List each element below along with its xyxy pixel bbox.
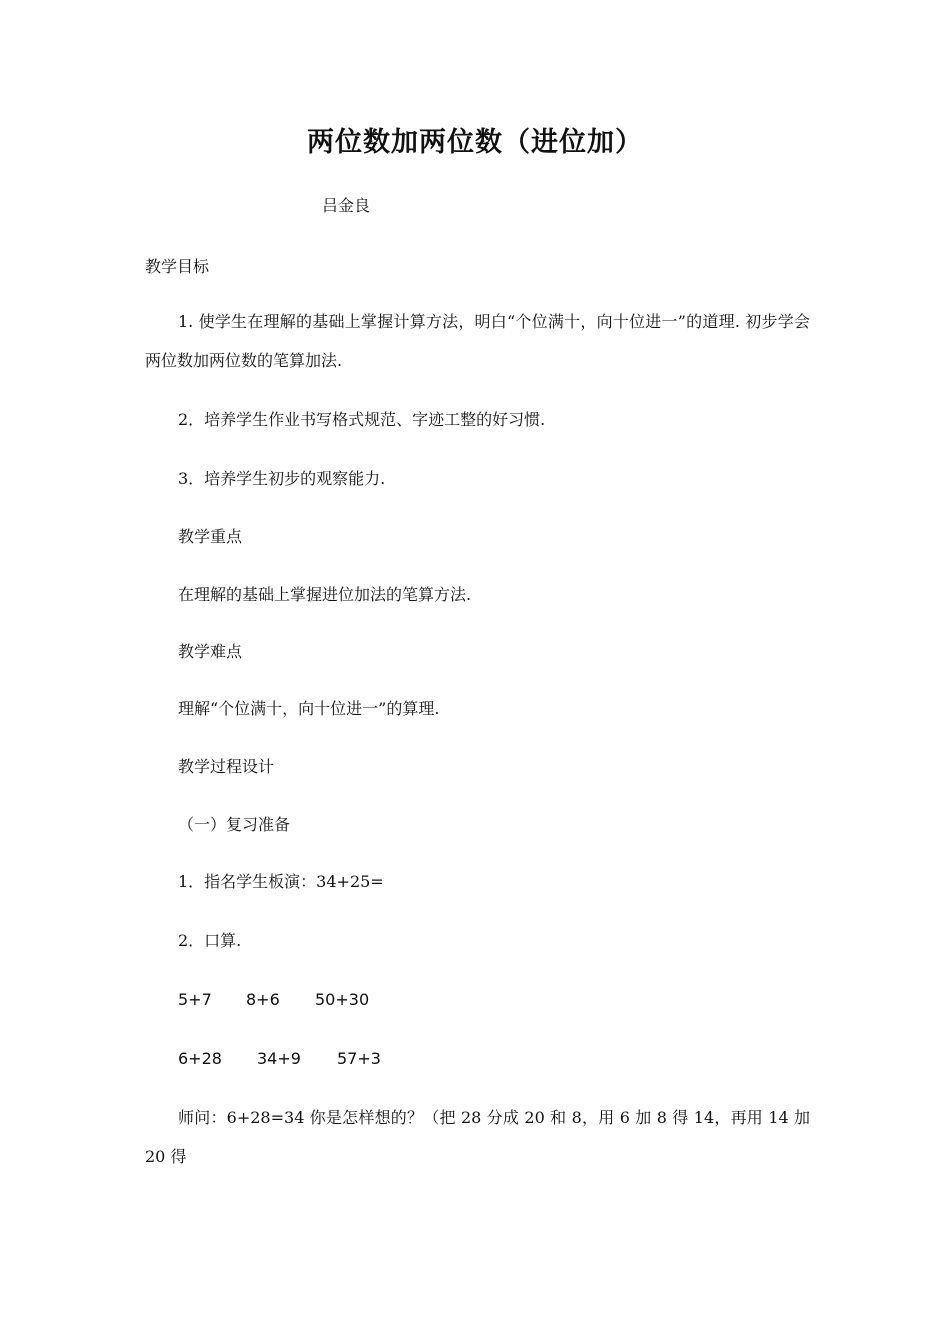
oral-problem: 34+9 — [257, 1049, 301, 1068]
review-item-2: 2．口算. — [178, 931, 242, 950]
objective-1-text: 1. 使学生在理解的基础上掌握计算方法，明白“个位满十，向十位进一”的道理. 初步学会两位数加两位数的笔算加法. — [145, 312, 810, 370]
document-title: 两位数加两位数（进位加） — [307, 127, 643, 158]
oral-math-row-2 — [178, 1049, 381, 1069]
review-item-1: 1．指名学生板演：34+25= — [178, 872, 384, 891]
oral-problem: 6+28 — [178, 1049, 222, 1068]
key-point-heading: 教学重点 — [178, 527, 243, 546]
oral-problem: 5+7 — [178, 990, 212, 1009]
oral-problem: 50+30 — [315, 990, 370, 1009]
objective-2-text: 2．培养学生作业书写格式规范、字迹工整的好习惯. — [178, 410, 546, 429]
author-name: 吕金良 — [322, 196, 371, 215]
process-heading: 教学过程设计 — [178, 757, 275, 776]
oral-math-row-1 — [178, 990, 369, 1010]
key-point-text: 在理解的基础上掌握进位加法的笔算方法. — [178, 585, 472, 604]
teacher-question-text: 师问：6+28=34 你是怎样想的？（把 28 分成 20 和 8，用 6 加 8 得 14，再用 14 加 20 得 — [145, 1108, 810, 1166]
oral-problem: 8+6 — [246, 990, 280, 1009]
difficulty-text: 理解“个位满十，向十位进一”的算理. — [178, 699, 440, 718]
objective-3-text: 3．培养学生初步的观察能力. — [178, 469, 386, 488]
objectives-heading: 教学目标 — [145, 257, 210, 276]
difficulty-heading: 教学难点 — [178, 642, 243, 661]
review-heading: （一）复习准备 — [178, 815, 291, 834]
oral-problem: 57+3 — [337, 1049, 381, 1068]
